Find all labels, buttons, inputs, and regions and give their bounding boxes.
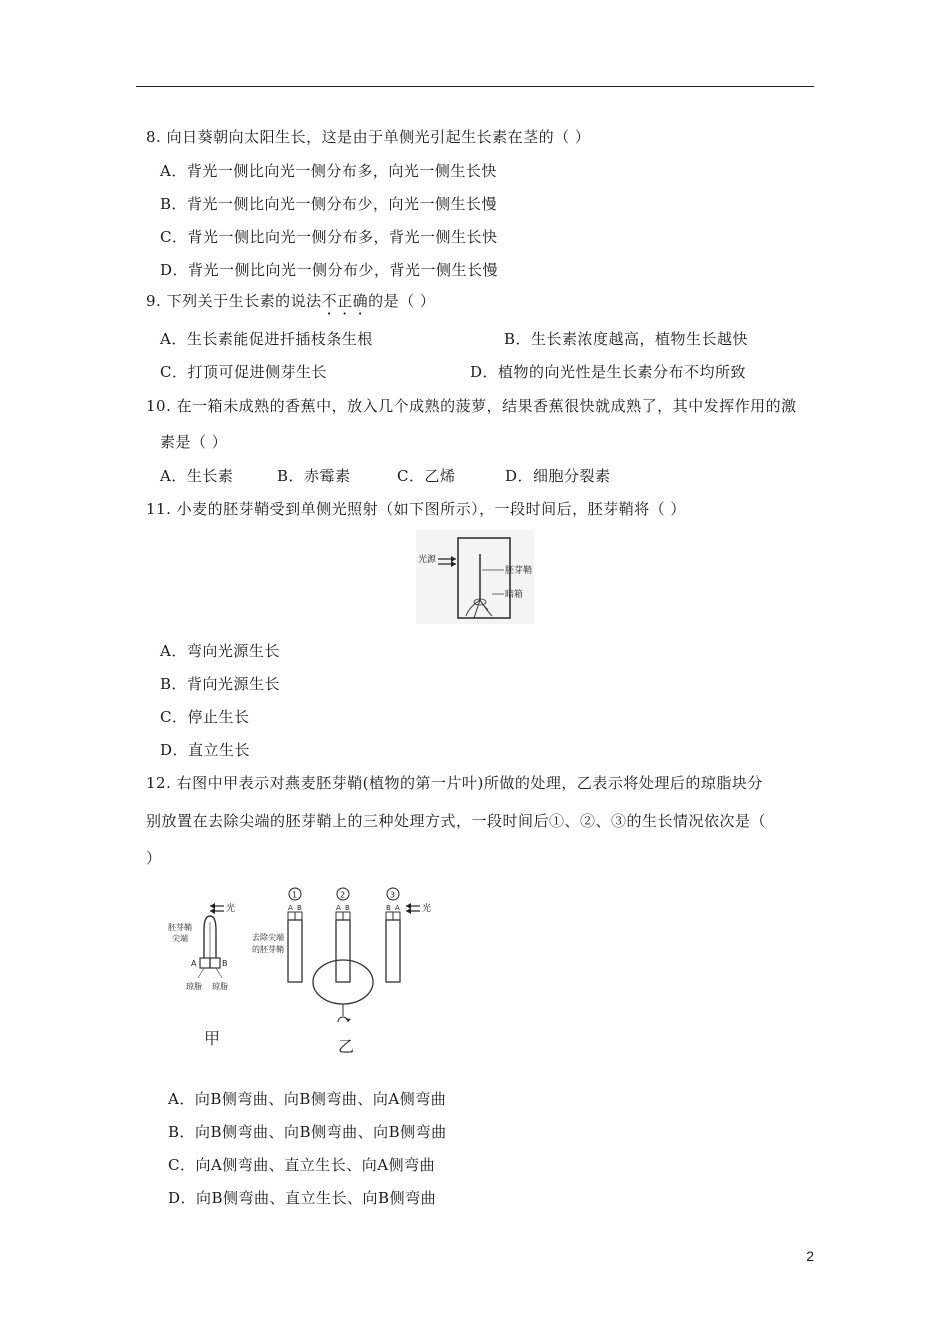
q10-option-c: C．乙烯 xyxy=(397,467,456,485)
q12-fig-jia-panel xyxy=(168,902,235,1048)
q12-fig-3-a: A xyxy=(395,904,400,912)
q12-fig-jia-label: 甲 xyxy=(204,1029,221,1048)
q12-stem-line3: ） xyxy=(146,849,162,867)
q12-fig-yi-label: 乙 xyxy=(338,1037,355,1056)
q12-figure xyxy=(166,882,438,1062)
q8-stem: 8. 向日葵朝向太阳生长，这是由于单侧光引起生长素在茎的（ ） xyxy=(146,128,591,146)
q12-option-a: A．向B侧弯曲、向B侧弯曲、向A侧弯曲 xyxy=(168,1090,447,1108)
q12-fig-2-b: B xyxy=(345,904,350,912)
q12-fig-b-label: B xyxy=(222,959,228,968)
q9-option-c: C．打顶可促进侧芽生长 xyxy=(160,363,327,381)
q10-stem-line2: 素是（ ） xyxy=(160,433,228,451)
q11-stem: 11. 小麦的胚芽鞘受到单侧光照射（如下图所示），一段时间后，胚芽鞘将（ ） xyxy=(146,500,686,518)
q12-fig-coleoptile-2 xyxy=(336,920,350,982)
q9-option-a: A．生长素能促进扦插枝条生根 xyxy=(160,330,373,348)
q12-fig-number-2: 2 xyxy=(340,890,346,900)
q12-fig-light-label-jia: 光 xyxy=(226,904,236,914)
q11-option-d: D．直立生长 xyxy=(160,741,251,759)
q8-option-c: C．背光一侧比向光一侧分布多，背光一侧生长快 xyxy=(160,228,498,246)
q11-option-c: C．停止生长 xyxy=(160,708,250,726)
q12-stem-line1: 12. 右图中甲表示对燕麦胚芽鞘(植物的第一片叶)所做的处理，乙表示将处理后的琼脂块分 xyxy=(146,774,763,792)
q9-option-d: D．植物的向光性是生长素分布不均所致 xyxy=(470,363,747,381)
page-number: 2 xyxy=(806,1248,814,1264)
q11-option-a: A．弯向光源生长 xyxy=(160,642,280,660)
q10-stem-line1: 10. 在一箱未成熟的香蕉中，放入几个成熟的菠萝，结果香蕉很快就成熟了，其中发挥作用的激 xyxy=(146,397,797,415)
q12-fig-agar-a xyxy=(200,958,210,968)
q10-option-d: D．细胞分裂素 xyxy=(505,467,611,485)
q10-option-b: B．赤霉素 xyxy=(277,467,351,485)
q12-fig-coleoptile-3 xyxy=(386,920,400,982)
q12-fig-agar-b xyxy=(210,958,220,968)
q9-emphasis-char: 不 xyxy=(321,292,338,310)
q12-fig-1-b: B xyxy=(297,904,302,912)
q9-stem-pre: 9. 下列关于生长素的说法 xyxy=(146,292,322,310)
q12-fig-tip-label-2: 尖端 xyxy=(172,934,188,943)
q12-fig-coleoptile-1 xyxy=(288,920,302,982)
q12-fig-a-label: A xyxy=(191,959,197,968)
q12-fig-number-3: 3 xyxy=(390,890,396,900)
q12-fig-3-b: B xyxy=(386,904,391,912)
q12-option-d: D．向B侧弯曲、直立生长、向B侧弯曲 xyxy=(168,1189,437,1207)
q12-stem-line2: 别放置在去除尖端的胚芽鞘上的三种处理方式，一段时间后①、②、③的生长情况依次是（ xyxy=(146,812,767,830)
q12-fig-light-label-yi: 光 xyxy=(422,904,432,914)
q12-fig-2-a: A xyxy=(336,904,341,912)
q12-option-b: B．向B侧弯曲、向B侧弯曲、向B侧弯曲 xyxy=(168,1123,447,1141)
q12-fig-agar-label-2: 琼脂 xyxy=(212,982,228,991)
q9-emphasis-char: 确 xyxy=(352,292,369,310)
q11-option-b: B．背向光源生长 xyxy=(160,675,281,693)
q8-option-b: B．背光一侧比向光一侧分布少，向光一侧生长慢 xyxy=(160,195,498,213)
q12-option-c: C．向A侧弯曲、直立生长、向A侧弯曲 xyxy=(168,1156,436,1174)
q9-stem xyxy=(146,291,435,311)
q12-fig-tip-label-1: 胚芽鞘 xyxy=(168,923,192,932)
q11-fig-sheath-label: 胚芽鞘 xyxy=(505,566,533,576)
q11-fig-box-label: 暗箱 xyxy=(505,590,524,600)
q8-option-d: D．背光一侧比向光一侧分布少，背光一侧生长慢 xyxy=(160,261,499,279)
q12-fig-1-a: A xyxy=(288,904,293,912)
q12-fig-cut-label-2: 的胚芽鞘 xyxy=(252,945,284,954)
q11-fig-light-label: 光源 xyxy=(418,555,437,565)
q9-stem-post: 的是（ ） xyxy=(368,292,436,310)
q11-figure xyxy=(416,530,534,624)
q8-option-a: A．背光一侧比向光一侧分布多，向光一侧生长快 xyxy=(160,162,497,180)
q12-fig-yi-panel xyxy=(252,888,431,1056)
q12-fig-cut-label-1: 去除尖端 xyxy=(252,933,284,942)
q10-option-a: A．生长素 xyxy=(160,467,234,485)
q12-fig-number-1: 1 xyxy=(292,890,298,900)
header-rule xyxy=(136,86,814,87)
q12-fig-agar-label-1: 琼脂 xyxy=(186,982,202,991)
q9-option-b: B．生长素浓度越高，植物生长越快 xyxy=(504,330,749,348)
q9-emphasis-char: 正 xyxy=(337,292,353,310)
